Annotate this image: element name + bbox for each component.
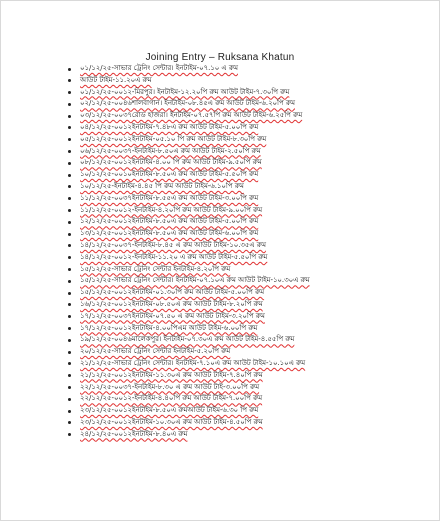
entry-text: ০১/১২/২৫-০০১২-মিরপুর। ইনটাইম-১২.২০পি রুম আউট টাইম-৭.৩০পি রুম (80, 87, 290, 96)
entry-item (68, 75, 310, 87)
entry-list (68, 63, 310, 441)
bullet-icon (68, 244, 71, 247)
bullet-icon (68, 421, 71, 424)
entry-text: ১০/১২/২৫-০০১০ইনটাইম-৮.৫০এ রুম আউট টাইম-৫.৫০পি রুম (80, 170, 259, 179)
entry-item (68, 346, 310, 358)
entry-text: ১৪/১২/২৫-০০৩৭-ইনটাইম-৮.৪৫ এ রুম আউট টাইম-১০.৩৫এ রুম (80, 240, 266, 249)
bullet-icon (68, 68, 71, 71)
bullet-icon (68, 126, 71, 129)
entry-text: ২৩/১২/২৫-০০১২ইনটাইম-১০.৩০এ রুম আউট টাইম-৪.৫০পি রুম (80, 417, 263, 426)
entry-item (68, 323, 310, 335)
entry-item (68, 98, 310, 110)
bullet-icon (68, 303, 71, 306)
entry-text: ২০/১২/২৫-সাভার ট্রেনিং সেন্টার ইনটাইম-৫.২০পি রুম (80, 347, 231, 356)
entry-item (68, 157, 310, 169)
entry-item (68, 63, 310, 75)
entry-item (68, 205, 310, 217)
entry-item (68, 370, 310, 382)
entry-text: ০৪/১২/২৫-০০১২ইনটাইম-৭.৪৮এ রুম আউট টাইম-৫.০০পি রুম (80, 122, 259, 131)
entry-text: ১৫/১২/২৫-সাভার ট্রেনিং সেন্টার। ইনটাইম-০৭.১০এ রুম আউট টাইম-১০.৩০এ রুম (80, 276, 310, 285)
entry-item (68, 275, 310, 287)
entry-text: ১৭/১২/২৫-০০১২ইনটাইম-৪.০০পিএম আউট টাইম-৬.০০পি রুম (80, 323, 258, 332)
bullet-icon (68, 138, 71, 141)
entry-text: ০২/১২/২৫-০০৪৬শালবাগান। ইনটাইম-০৮.৪৫এ রুম আউট টাইম-৬.২০পি রুম (80, 99, 295, 108)
entry-text: আউট টাইম-১১.২০এ রুম (80, 75, 152, 84)
entry-item (68, 193, 310, 205)
bullet-icon (68, 115, 71, 118)
entry-text: ২৩/১২/২৫-০০১২ইনটাইম-৮.৫০এ রুমআউট টাইম-৬.৩০ পি রুম (80, 406, 259, 415)
entry-text: ২১/১২/২৫-সাভার ট্রেনিং সেন্টার। ইনটাইম-৭.১০এ রুম আউট টাইম-১০.১০এ রুম (80, 358, 306, 367)
entry-item (68, 169, 310, 181)
bullet-icon (68, 268, 71, 271)
entry-item (68, 429, 310, 441)
document-title: Joining Entry – Ruksana Khatun (145, 52, 295, 63)
entry-text: ১২/১২/২৫-০০১২ইনটাইম-৮.৫০এ রুম আউট টাইম-৫.০০পি রুম (80, 217, 259, 226)
entry-text: ০৬/১২/২৫-০০৩৭-ইনটাইম-৮.৫০এ রুম আউট টাইম-২.৫০পি রুম (80, 146, 261, 155)
bullet-icon (68, 351, 71, 354)
bullet-icon (68, 339, 71, 342)
entry-text: ১৯/১২/২৫-০০৪৬মালেকপুর। ইনটাইম-০৭.৩০এ রুম আউট টাইম-৪.৫৫পি রুম (80, 335, 295, 344)
bullet-icon (68, 103, 71, 106)
entry-item (68, 264, 310, 276)
entry-item (68, 311, 310, 323)
bullet-icon (68, 209, 71, 212)
bullet-icon (68, 233, 71, 236)
bullet-icon (68, 162, 71, 165)
entry-text: ১৬/১২/২৫-০০১২ইনটাইম-০৮.৫০এ রুম আউট টাইম-৮.২০পি রুম (80, 299, 263, 308)
entry-text: ০৫/১২/২৫-০০১২ইনটাইম-০৫.১০ পি রুম আউট টাইম-৮.৩০পি রুম (80, 134, 267, 143)
entry-item (68, 122, 310, 134)
entry-item (68, 181, 310, 193)
entry-text: ০৮/১২/২৫-০০১২ইনটাইম-৪.০০ পি রুম আউট টাইম-৯.৫০পি রুম (80, 158, 262, 167)
entry-text: ১১/১২/২৫-০০৩৭ইনটাইম-৮.৫৫এ রুম আউট টাইম-৩.০০পি রুম (80, 193, 259, 202)
bullet-icon (68, 292, 71, 295)
bullet-icon (68, 197, 71, 200)
entry-item (68, 393, 310, 405)
entry-text: ১৫/১২/২৫-সাভার ট্রেনিং সেন্টার ইনটাইম-৪.২০পি রুম (80, 264, 231, 273)
entry-item (68, 299, 310, 311)
bullet-icon (68, 327, 71, 330)
bullet-icon (68, 315, 71, 318)
entry-item (68, 334, 310, 346)
bullet-icon (68, 221, 71, 224)
entry-item (68, 87, 310, 99)
entry-text: ০৩/১২/২৫-০০৩৭রোড হাজরা। ইনটাইম-০৭.৫৭পি রুম আউট টাইম-৬.২৫পি রুম (80, 111, 303, 120)
entry-text: ১৩/১২/২৫-০০১২ইনটাইম-৮.৫০এ রুম আউট টাইম-৬.০০পি রুম (80, 229, 259, 238)
entry-text: ২১/১২/২৫-০০১২ইনটাইম-১১.৩০এ রুম আউট টাইম-৭.৪০পি রুম (80, 370, 263, 379)
bullet-icon (68, 280, 71, 283)
bullet-icon (68, 91, 71, 94)
entry-item (68, 134, 310, 146)
entry-item (68, 110, 310, 122)
entry-item (68, 146, 310, 158)
bullet-icon (68, 410, 71, 413)
bullet-icon (68, 256, 71, 259)
entry-item (68, 252, 310, 264)
bullet-icon (68, 374, 71, 377)
bullet-icon (68, 398, 71, 401)
bullet-icon (68, 185, 71, 188)
bullet-icon (68, 79, 71, 82)
entry-item (68, 382, 310, 394)
entry-item (68, 216, 310, 228)
entry-item (68, 287, 310, 299)
entry-text: ০১/১২/২৫-সাভার ট্রেনিং সেন্টার। ইনটাইম-০৭.১০ এ রুম (80, 64, 238, 72)
entry-text: ১৭/১২/২৫-০০৩৭ইনটাইম-০৭.৫০ এ রুম আউট টাইম-৩.২০পি রুম (80, 311, 265, 320)
entry-text: ১০/১২/২৫-ইনটাইম-৪.৪৫ পি রুম আউট টাইম-৬.১০পি রুম (80, 181, 244, 190)
bullet-icon (68, 174, 71, 177)
entry-item (68, 240, 310, 252)
entry-item (68, 228, 310, 240)
entry-item (68, 405, 310, 417)
entry-text: ২২/১২/২৫-০০১২-ইনটাইম-৪.৪০পি রুম আউট টাইম-৭.০০পি রুম (80, 394, 263, 403)
bullet-icon (68, 386, 71, 389)
bullet-icon (68, 362, 71, 365)
entry-text: ১৫/১২/২৫-০০১২ইনটাইম-০১.৩০পি রুম আউট টাইম-৫.০০পি রুম (80, 288, 265, 297)
entry-text: ১৪/১২/২৫-০০১২-ইনটাইম-১১.২০ এ রুম আউট টাইম-৫.৫০পি রুম (80, 252, 268, 261)
entry-item (68, 417, 310, 429)
bullet-icon (68, 150, 71, 153)
entry-item (68, 358, 310, 370)
entry-text: ২৪/১২/২৫-০০১২ইনটাইম-৮.৪০এ রুম (80, 429, 188, 438)
entry-text: ১১/১২/২৫-০০১২-ইনটাইম-৪.২০পি রুম আউট টাইম-৯.০০পি রুম (80, 205, 263, 214)
bullet-icon (68, 433, 71, 436)
entry-text: ২২/১২/২৫-০০৩৭-ইনটাইম-৮.৩০ এ রুম আউট টাই-৩.০০পি রুম (80, 382, 260, 391)
